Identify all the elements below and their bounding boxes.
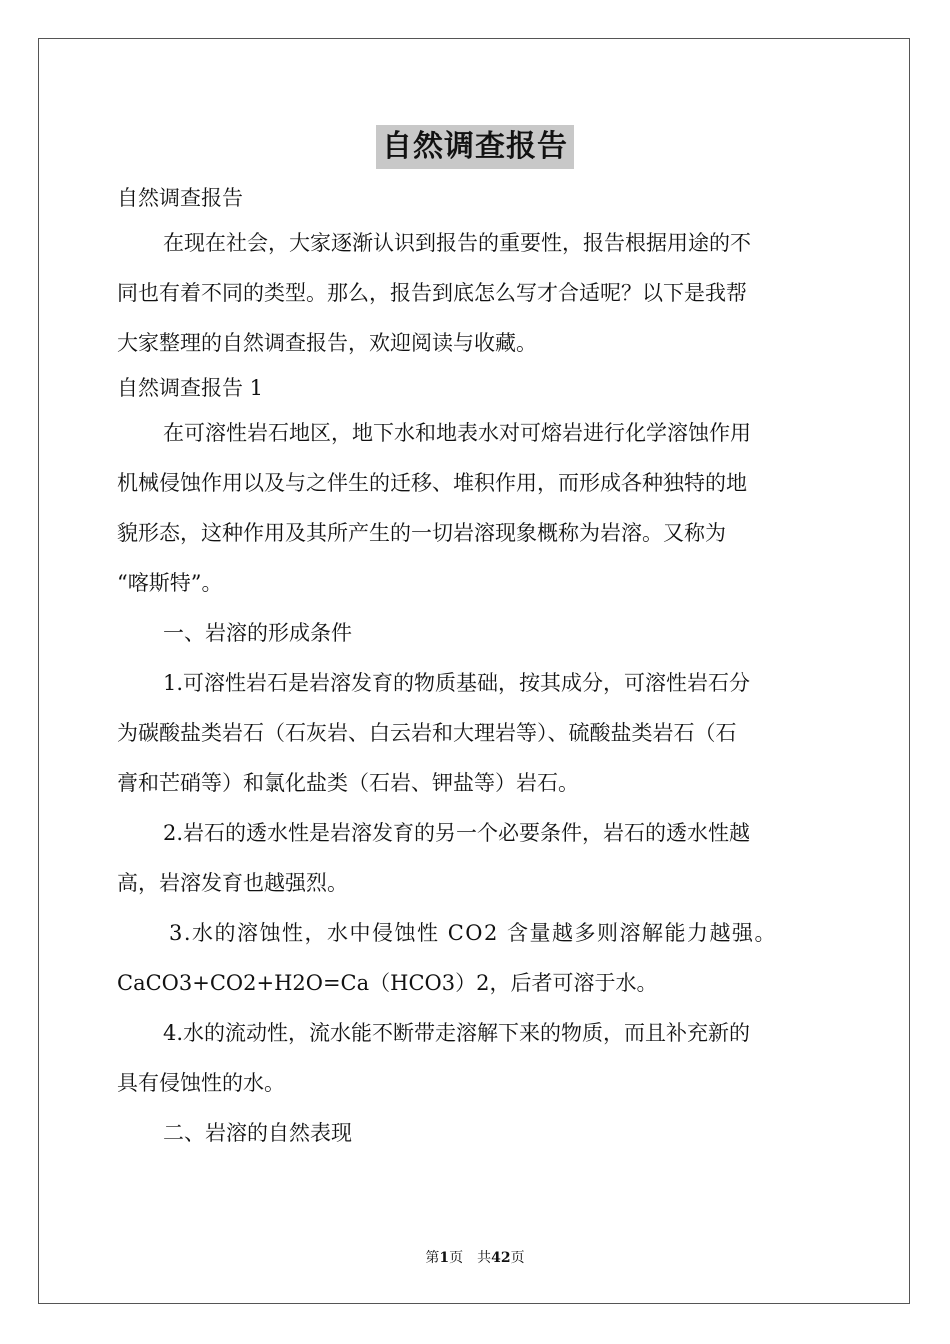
document-title: 自然调查报告 [376, 125, 574, 169]
paragraph-line: 2.岩石的透水性是岩溶发育的另一个必要条件，岩石的透水性越 [163, 821, 751, 845]
subheading: 一、岩溶的形成条件 [163, 621, 352, 645]
paragraph-line: 3.水的溶蚀性，水中侵蚀性 CO2 含量越多则溶解能力越强。 [169, 921, 778, 945]
subtitle: 自然调查报告 [117, 186, 243, 210]
paragraph-line: 机械侵蚀作用以及与之伴生的迁移、堆积作用，而形成各种独特的地 [117, 471, 747, 495]
paragraph-line: 4.水的流动性，流水能不断带走溶解下来的物质，而且补充新的 [163, 1021, 751, 1045]
title-container [0, 125, 950, 169]
footer-total-pages: 42 [491, 1250, 511, 1266]
footer-mid: 页 共 [449, 1250, 492, 1266]
footer-prefix: 第 [425, 1250, 440, 1266]
paragraph-line: 在可溶性岩石地区，地下水和地表水对可熔岩进行化学溶蚀作用 [163, 421, 751, 445]
paragraph-line: 在现在社会，大家逐渐认识到报告的重要性，报告根据用途的不 [163, 231, 751, 255]
paragraph-line: 膏和芒硝等）和氯化盐类（石岩、钾盐等）岩石。 [117, 771, 579, 795]
section-heading: 自然调查报告 1 [117, 376, 264, 400]
document-body [117, 178, 837, 1158]
formula-line: CaCO3+CO2+H2O=Ca（HCO3）2，后者可溶于水。 [117, 971, 658, 995]
paragraph-line: 具有侵蚀性的水。 [117, 1071, 285, 1095]
paragraph-line: 为碳酸盐类岩石（石灰岩、白云岩和大理岩等）、硫酸盐类岩石（石 [117, 721, 737, 745]
paragraph-line: 1.可溶性岩石是岩溶发育的物质基础，按其成分，可溶性岩石分 [163, 671, 751, 695]
footer-page-number: 1 [439, 1250, 450, 1266]
paragraph-line: “喀斯特”。 [117, 571, 223, 595]
paragraph-line: 大家整理的自然调查报告，欢迎阅读与收藏。 [117, 331, 537, 355]
footer-suffix: 页 [510, 1250, 525, 1266]
paragraph-line: 貌形态，这种作用及其所产生的一切岩溶现象概称为岩溶。又称为 [117, 521, 726, 545]
subheading: 二、岩溶的自然表现 [163, 1121, 352, 1145]
paragraph-line: 同也有着不同的类型。那么，报告到底怎么写才合适呢？以下是我帮 [117, 281, 747, 305]
paragraph-line: 高，岩溶发育也越强烈。 [117, 871, 348, 895]
page-footer [0, 1247, 950, 1267]
